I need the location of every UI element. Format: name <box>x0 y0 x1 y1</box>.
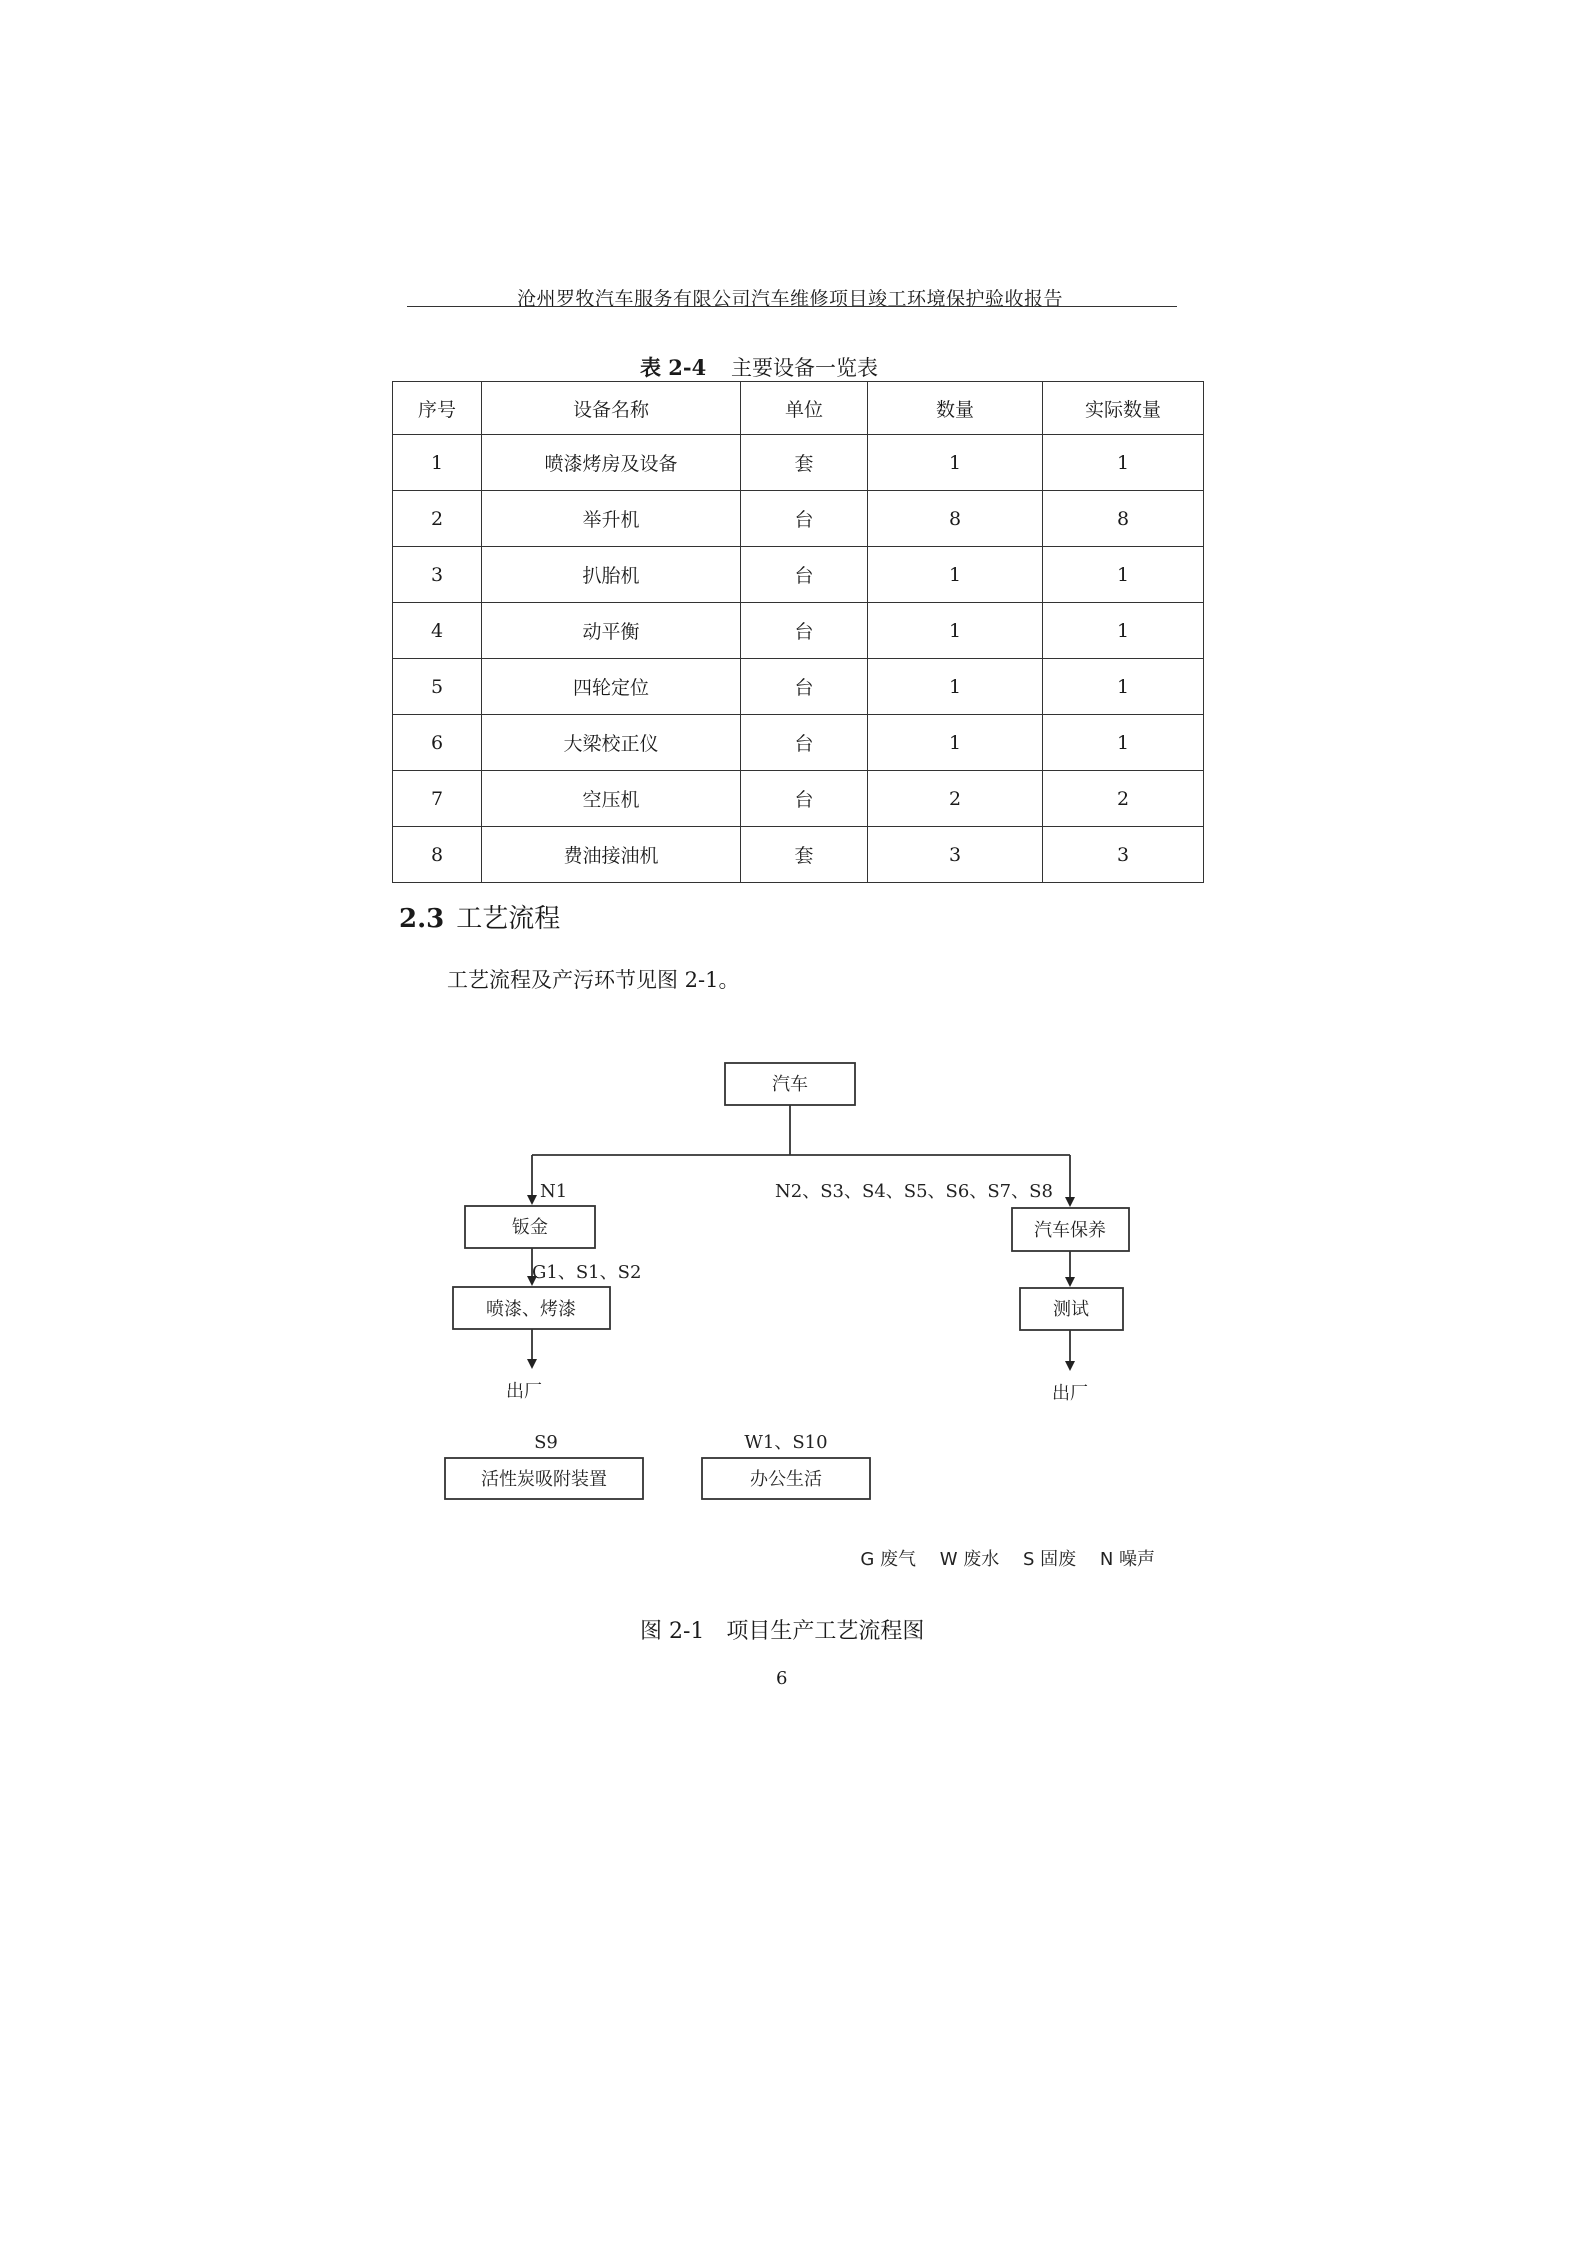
cell-actual-qty: 3 <box>1043 827 1204 883</box>
cell-actual-qty: 1 <box>1043 603 1204 659</box>
cell-index: 6 <box>393 715 482 771</box>
table-caption <box>640 352 878 382</box>
table-caption-number: 表 2-4 <box>640 355 707 380</box>
cell-name: 喷漆烤房及设备 <box>482 435 741 491</box>
running-header: 沧州罗牧汽车服务有限公司汽车维修项目竣工环境保护验收报告 <box>516 288 1063 310</box>
cell-name: 四轮定位 <box>482 659 741 715</box>
table-row <box>393 659 1204 715</box>
table-row <box>393 547 1204 603</box>
emission-label-paint: G1、S1、S2 <box>532 1262 642 1283</box>
col-header-qty: 数量 <box>868 382 1043 435</box>
node-maintenance-label: 汽车保养 <box>1034 1220 1106 1241</box>
cell-name: 费油接油机 <box>482 827 741 883</box>
table-row <box>393 603 1204 659</box>
intro-paragraph: 工艺流程及产污环节见图 2-1。 <box>447 968 740 992</box>
exit-left-label: 出厂 <box>506 1381 542 1402</box>
cell-name: 动平衡 <box>482 603 741 659</box>
cell-unit: 台 <box>741 715 868 771</box>
col-header-name: 设备名称 <box>482 382 741 435</box>
cell-actual-qty: 8 <box>1043 491 1204 547</box>
cell-unit: 台 <box>741 603 868 659</box>
cell-unit: 台 <box>741 491 868 547</box>
col-header-unit: 单位 <box>741 382 868 435</box>
node-carbon-adsorption-label: 活性炭吸附装置 <box>481 1469 607 1490</box>
cell-qty: 2 <box>868 771 1043 827</box>
cell-index: 1 <box>393 435 482 491</box>
cell-actual-qty: 2 <box>1043 771 1204 827</box>
cell-name: 扒胎机 <box>482 547 741 603</box>
section-title: 工艺流程 <box>456 904 561 934</box>
cell-qty: 1 <box>868 435 1043 491</box>
table-row <box>393 491 1204 547</box>
cell-index: 7 <box>393 771 482 827</box>
figure-caption: 图 2-1 项目生产工艺流程图 <box>640 1619 925 1644</box>
cell-qty: 3 <box>868 827 1043 883</box>
cell-index: 2 <box>393 491 482 547</box>
cell-unit: 套 <box>741 827 868 883</box>
col-header-index: 序号 <box>393 382 482 435</box>
cell-unit: 台 <box>741 547 868 603</box>
table-row <box>393 771 1204 827</box>
header-rule <box>407 306 1177 307</box>
cell-actual-qty: 1 <box>1043 547 1204 603</box>
page-number: 6 <box>776 1668 788 1689</box>
cell-index: 5 <box>393 659 482 715</box>
cell-index: 3 <box>393 547 482 603</box>
cell-unit: 套 <box>741 435 868 491</box>
cell-qty: 1 <box>868 603 1043 659</box>
table-caption-title: 主要设备一览表 <box>730 356 878 380</box>
cell-actual-qty: 1 <box>1043 659 1204 715</box>
exit-right-label: 出厂 <box>1052 1383 1088 1404</box>
col-header-actual-qty: 实际数量 <box>1043 382 1204 435</box>
section-heading <box>399 898 560 935</box>
cell-index: 4 <box>393 603 482 659</box>
node-car-label: 汽车 <box>772 1074 808 1095</box>
legend: G 废气 W 废水 S 固废 N 噪声 <box>860 1549 1155 1570</box>
emission-label-maintenance: N2、S3、S4、S5、S6、S7、S8 <box>775 1181 1053 1202</box>
cell-unit: 台 <box>741 771 868 827</box>
node-sheet-metal-label: 钣金 <box>512 1217 548 1238</box>
section-number: 2.3 <box>399 904 445 934</box>
cell-actual-qty: 1 <box>1043 715 1204 771</box>
emission-label-n1: N1 <box>540 1181 568 1202</box>
cell-qty: 8 <box>868 491 1043 547</box>
table-row <box>393 827 1204 883</box>
node-office-life-label: 办公生活 <box>750 1469 822 1490</box>
cell-name: 举升机 <box>482 491 741 547</box>
emission-label-w1: W1、S10 <box>744 1432 828 1453</box>
node-paint-label: 喷漆、烤漆 <box>486 1299 576 1320</box>
table-row <box>393 715 1204 771</box>
cell-name: 空压机 <box>482 771 741 827</box>
cell-unit: 台 <box>741 659 868 715</box>
cell-qty: 1 <box>868 659 1043 715</box>
emission-label-s9: S9 <box>534 1432 558 1453</box>
cell-index: 8 <box>393 827 482 883</box>
cell-actual-qty: 1 <box>1043 435 1204 491</box>
node-test-label: 测试 <box>1053 1299 1089 1320</box>
cell-qty: 1 <box>868 547 1043 603</box>
table-row <box>393 435 1204 491</box>
table-header-row <box>393 382 1204 435</box>
equipment-table <box>392 381 1204 883</box>
process-flow-diagram <box>440 1045 1180 1585</box>
cell-name: 大梁校正仪 <box>482 715 741 771</box>
cell-qty: 1 <box>868 715 1043 771</box>
